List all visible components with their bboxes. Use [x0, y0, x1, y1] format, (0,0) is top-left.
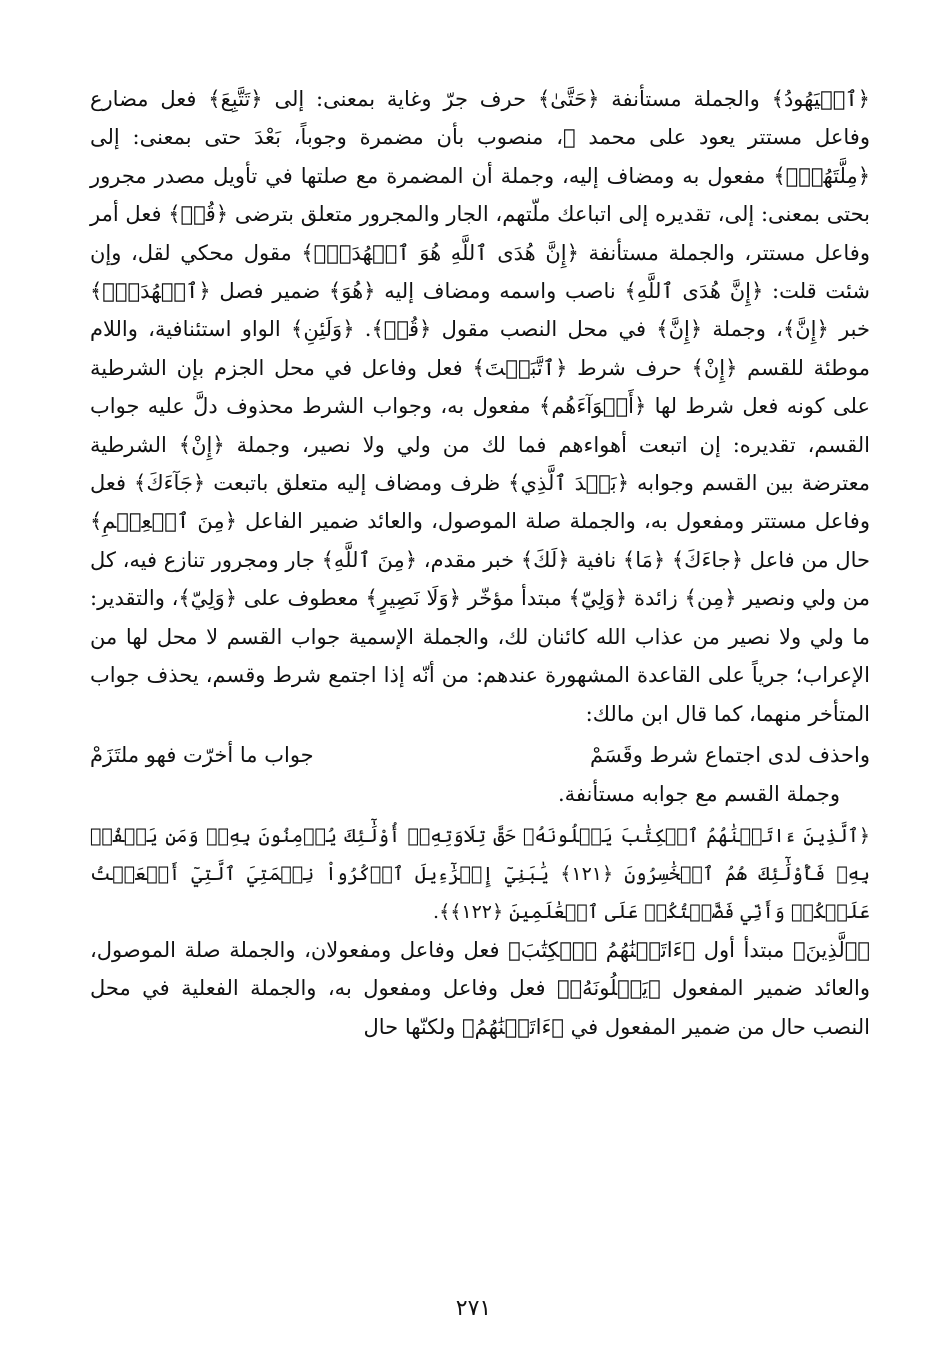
page-body	[90, 80, 870, 1046]
poem-second-hemistich: جواب ما أخرّت فهو ملتَزَمْ	[90, 742, 314, 767]
quran-verse: ﴿ٱلَّذِينَ ءَاتَيۡنَٰهُمُ ٱلۡكِتَٰبَ يَتۡلُونَهُۥ حَقَّ تِلَاوَتِهِۦٓ أُوْلَٰٓئِكَ يُؤۡمِنُونَ بِهِۦۗ وَمَن يَكۡفُرۡ بِهِۦ فَأُوْلَٰٓئِكَ هُمُ ٱلۡخَٰسِرُونَ ﴿١٢١﴾ يَٰبَنِيٓ إِسۡرَٰٓءِيلَ ٱذۡكُرُواْ نِعۡمَتِيَ ٱلَّتِيٓ أَنۡعَمۡتُ عَلَيۡكُمۡ وَأَنِّي فَضَّلۡتُكُمۡ عَلَى ٱلۡعَٰلَمِينَ ﴿١٢٢﴾﴾.	[90, 824, 870, 923]
poem-first-hemistich: واحذف لدى اجتماع شرط وقَسَمْ	[589, 742, 870, 767]
page-number: ٢٧١	[455, 1296, 492, 1321]
main-paragraph: ﴿ٱلۡيَهُودُ﴾ والجملة مستأنفة ﴿حَتَّىٰ﴾ حرف جرّ وغاية بمعنى: إلى ﴿تَتَّبِعَ﴾ فعل مضارع وفاعل مستتر يعود على محمد ﷺ، منصوب بأن مضمرة وجوباً، بَعْدَ حتى بمعنى: إلى ﴿مِلَّتَهُمۡۗ﴾ مفعول به ومضاف إليه، وجملة أن المضمرة مع صلتها في تأويل مصدر مجرور بحتى بمعنى: إلى، تقديره إلى اتباعك ملّتهم، الجار والمجرور متعلق بترضى ﴿قُلۡ﴾ فعل أمر وفاعل مستتر، والجملة مستأنفة ﴿إِنَّ هُدَى ٱللَّهِ هُوَ ٱلۡهُدَىٰۗ﴾ مقول محكي لقل، وإن شئت قلت: ﴿إِنَّ هُدَى ٱللَّهِ﴾ ناصب واسمه ومضاف إليه ﴿هُوَ﴾ ضمير فصل ﴿ٱلۡهُدَىٰۗ﴾ خبر ﴿إِنَّ﴾، وجملة ﴿إِنَّ﴾ في محل النصب مقول ﴿قُلۡ﴾. ﴿وَلَئِنِ﴾ الواو استئنافية، واللام موطئة للقسم ﴿إِنْ﴾ حرف شرط ﴿ٱتَّبَعۡتَ﴾ فعل وفاعل في محل الجزم بإن الشرطية على كونه فعل شرط لها ﴿أَهۡوَآءَهُم﴾ مفعول به، وجواب الشرط محذوف دلَّ عليه جواب القسم، تقديره: إن اتبعت أهواءهم فما لك من ولي ولا نصير، وجملة ﴿إِنْ﴾ الشرطية معترضة بين القسم وجوابه ﴿بَعۡدَ ٱلَّذِي﴾ ظرف ومضاف إليه متعلق باتبعت ﴿جَآءَكَ﴾ فعل وفاعل مستتر ومفعول به، والجملة صلة الموصول، والعائد ضمير الفاعل ﴿مِنَ ٱلۡعِلۡمِ﴾ حال من فاعل ﴿جاءَكَ﴾ ﴿مَا﴾ نافية ﴿لَكَ﴾ خبر مقدم، ﴿مِنَ ٱللَّهِ﴾ جار ومجرور تنازع فيه، كل من ولي ونصير ﴿مِن﴾ زائدة ﴿وَلِيّ﴾ مبتدأ مؤخّر ﴿وَلَا نَصِيرٍ﴾ معطوف على ﴿وَلِيّ﴾، والتقدير: ما ولي ولا نصير من عذاب الله كائنان لك، والجملة الإسمية جواب القسم لا محل لها من الإعراب؛ جرياً على القاعدة المشهورة عندهم: من أنّه إذا اجتمع شرط وقسم، يحذف جواب المتأخر منهما، كما قال ابن مالك:	[90, 87, 870, 726]
final-paragraph: ﴿ٱلَّذِينَ﴾ مبتدأ أول ﴿ءَاتَيۡنَٰهُمُ ٱلۡكِتَٰبَ﴾ فعل وفاعل ومفعولان، والجملة صلة الموصول، والعائد ضمير المفعول ﴿يَتۡلُونَهُۥ﴾ فعل وفاعل ومفعول به، والجملة الفعلية في محل النصب حال من ضمير المفعول في ﴿ءَاتَيۡنَٰهُمُ﴾ ولكنّها حال	[90, 937, 870, 1039]
poem-verse	[90, 735, 870, 775]
poem-conclusion-line: وجملة القسم مع جوابه مستأنفة.	[557, 781, 840, 806]
